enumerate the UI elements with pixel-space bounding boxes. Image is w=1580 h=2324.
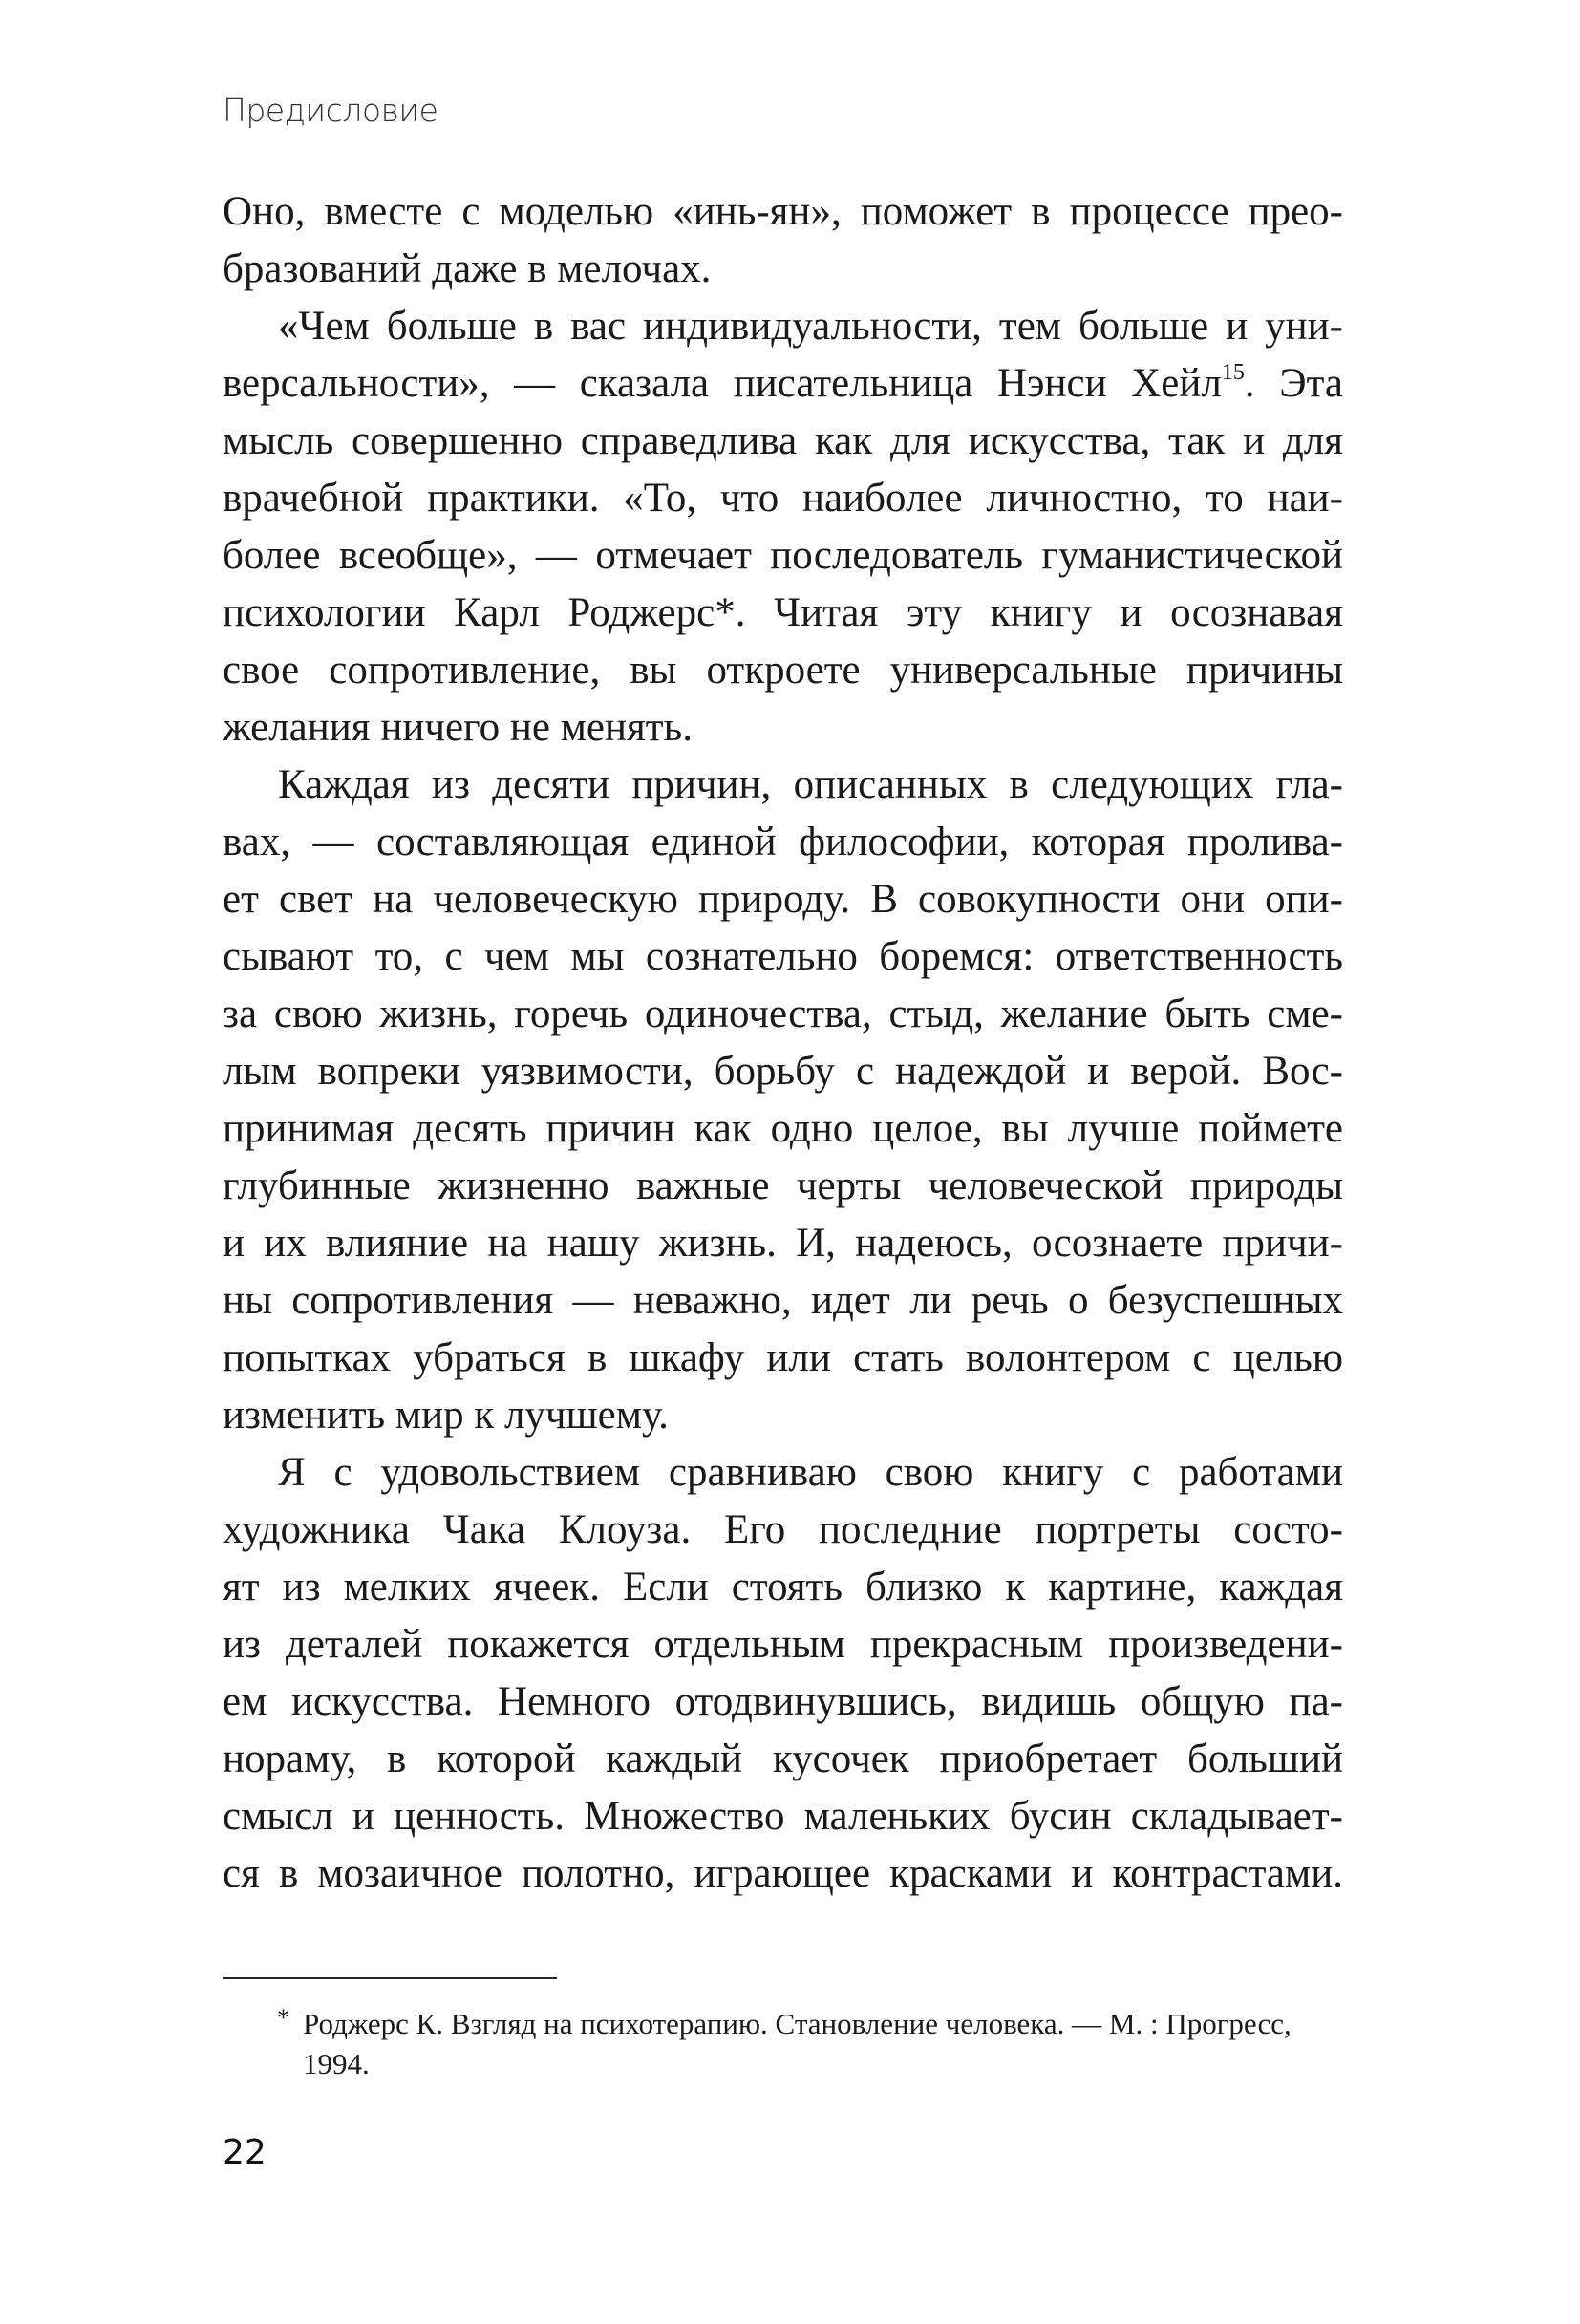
- text-line: из деталей покажется отдельным прекрасным произведени-: [223, 1622, 1343, 1667]
- text-line: бразований даже в мелочах.: [223, 246, 712, 291]
- footnote: [277, 2004, 1347, 2084]
- text-line: свое сопротивление, вы откроете универсальные причины: [223, 648, 1343, 693]
- text-line: художника Чака Клоуза. Его последние портреты состо-: [223, 1507, 1343, 1552]
- text-line: глубинные жизненно важные черты человеческой природы: [223, 1163, 1343, 1208]
- footnote-reference: 15: [1221, 360, 1245, 385]
- text-line: мысль совершенно справедлива как для искусства, так и для: [223, 418, 1343, 463]
- text-line: смысл и ценность. Множество маленьких бусин складывает-: [223, 1794, 1343, 1839]
- footnote-marker: *: [277, 2004, 289, 2032]
- footnote-separator: [223, 1977, 557, 1979]
- page-number: 22: [223, 2133, 267, 2172]
- text-line: более всеобще», — отмечает последователь гуманистической: [223, 533, 1343, 578]
- text-line: психологии Карл Роджерс*. Читая эту книгу и осознавая: [223, 590, 1343, 635]
- text-line: Каждая из десяти причин, описанных в следующих гла-: [278, 762, 1343, 807]
- text-line: и их влияние на нашу жизнь. И, надеюсь, осознаете причи-: [223, 1221, 1343, 1266]
- text-line: принимая десять причин как одно целое, вы лучше поймете: [223, 1106, 1343, 1151]
- text-line: за свою жизнь, горечь одиночества, стыд, желание быть сме-: [223, 991, 1343, 1036]
- text-line: Оно, вместе с моделью «инь-ян», поможет в процессе прео-: [223, 189, 1343, 234]
- running-header: Предисловие: [223, 92, 438, 129]
- body-text: [223, 183, 1343, 1903]
- text-line: [223, 355, 1343, 413]
- text-line: лым вопреки уязвимости, борьбу с надеждой и верой. Вос-: [223, 1049, 1343, 1094]
- text-fragment: версальности», — сказала писательница Нэнси Хейл: [223, 361, 1222, 406]
- text-line: ны сопротивления — неважно, идет ли речь о безуспешных: [223, 1278, 1343, 1323]
- footnote-text: Роджерс К. Взгляд на психотерапию. Становление человека. — М. : Прогресс, 1994.: [303, 2007, 1292, 2080]
- text-line: врачебной практики. «То, что наиболее личностно, то наи-: [223, 476, 1343, 521]
- text-line: сывают то, с чем мы сознательно боремся: ответственность: [223, 934, 1343, 979]
- text-line: «Чем больше в вас индивидуальности, тем больше и уни-: [278, 304, 1343, 349]
- text-line: вах, — составляющая единой философии, которая пролива-: [223, 820, 1343, 864]
- text-line: ет свет на человеческую природу. В совокупности они опи-: [223, 877, 1343, 922]
- text-line: ем искусства. Немного отодвинувшись, видишь общую па-: [223, 1679, 1343, 1724]
- text-line: попытках убраться в шкафу или стать волонтером с целью: [223, 1335, 1343, 1380]
- text-line: Я с удовольствием сравниваю свою книгу с работами: [278, 1450, 1343, 1495]
- text-fragment: . Эта: [1244, 361, 1343, 406]
- text-line: изменить мир к лучшему.: [223, 1393, 669, 1438]
- text-line: ся в мозаичное полотно, играющее красками и контрастами.: [223, 1851, 1343, 1896]
- text-line: ят из мелких ячеек. Если стоять близко к картине, каждая: [223, 1565, 1343, 1610]
- text-line: нораму, в которой каждый кусочек приобретает больший: [223, 1737, 1343, 1781]
- text-line: желания ничего не менять.: [223, 705, 693, 750]
